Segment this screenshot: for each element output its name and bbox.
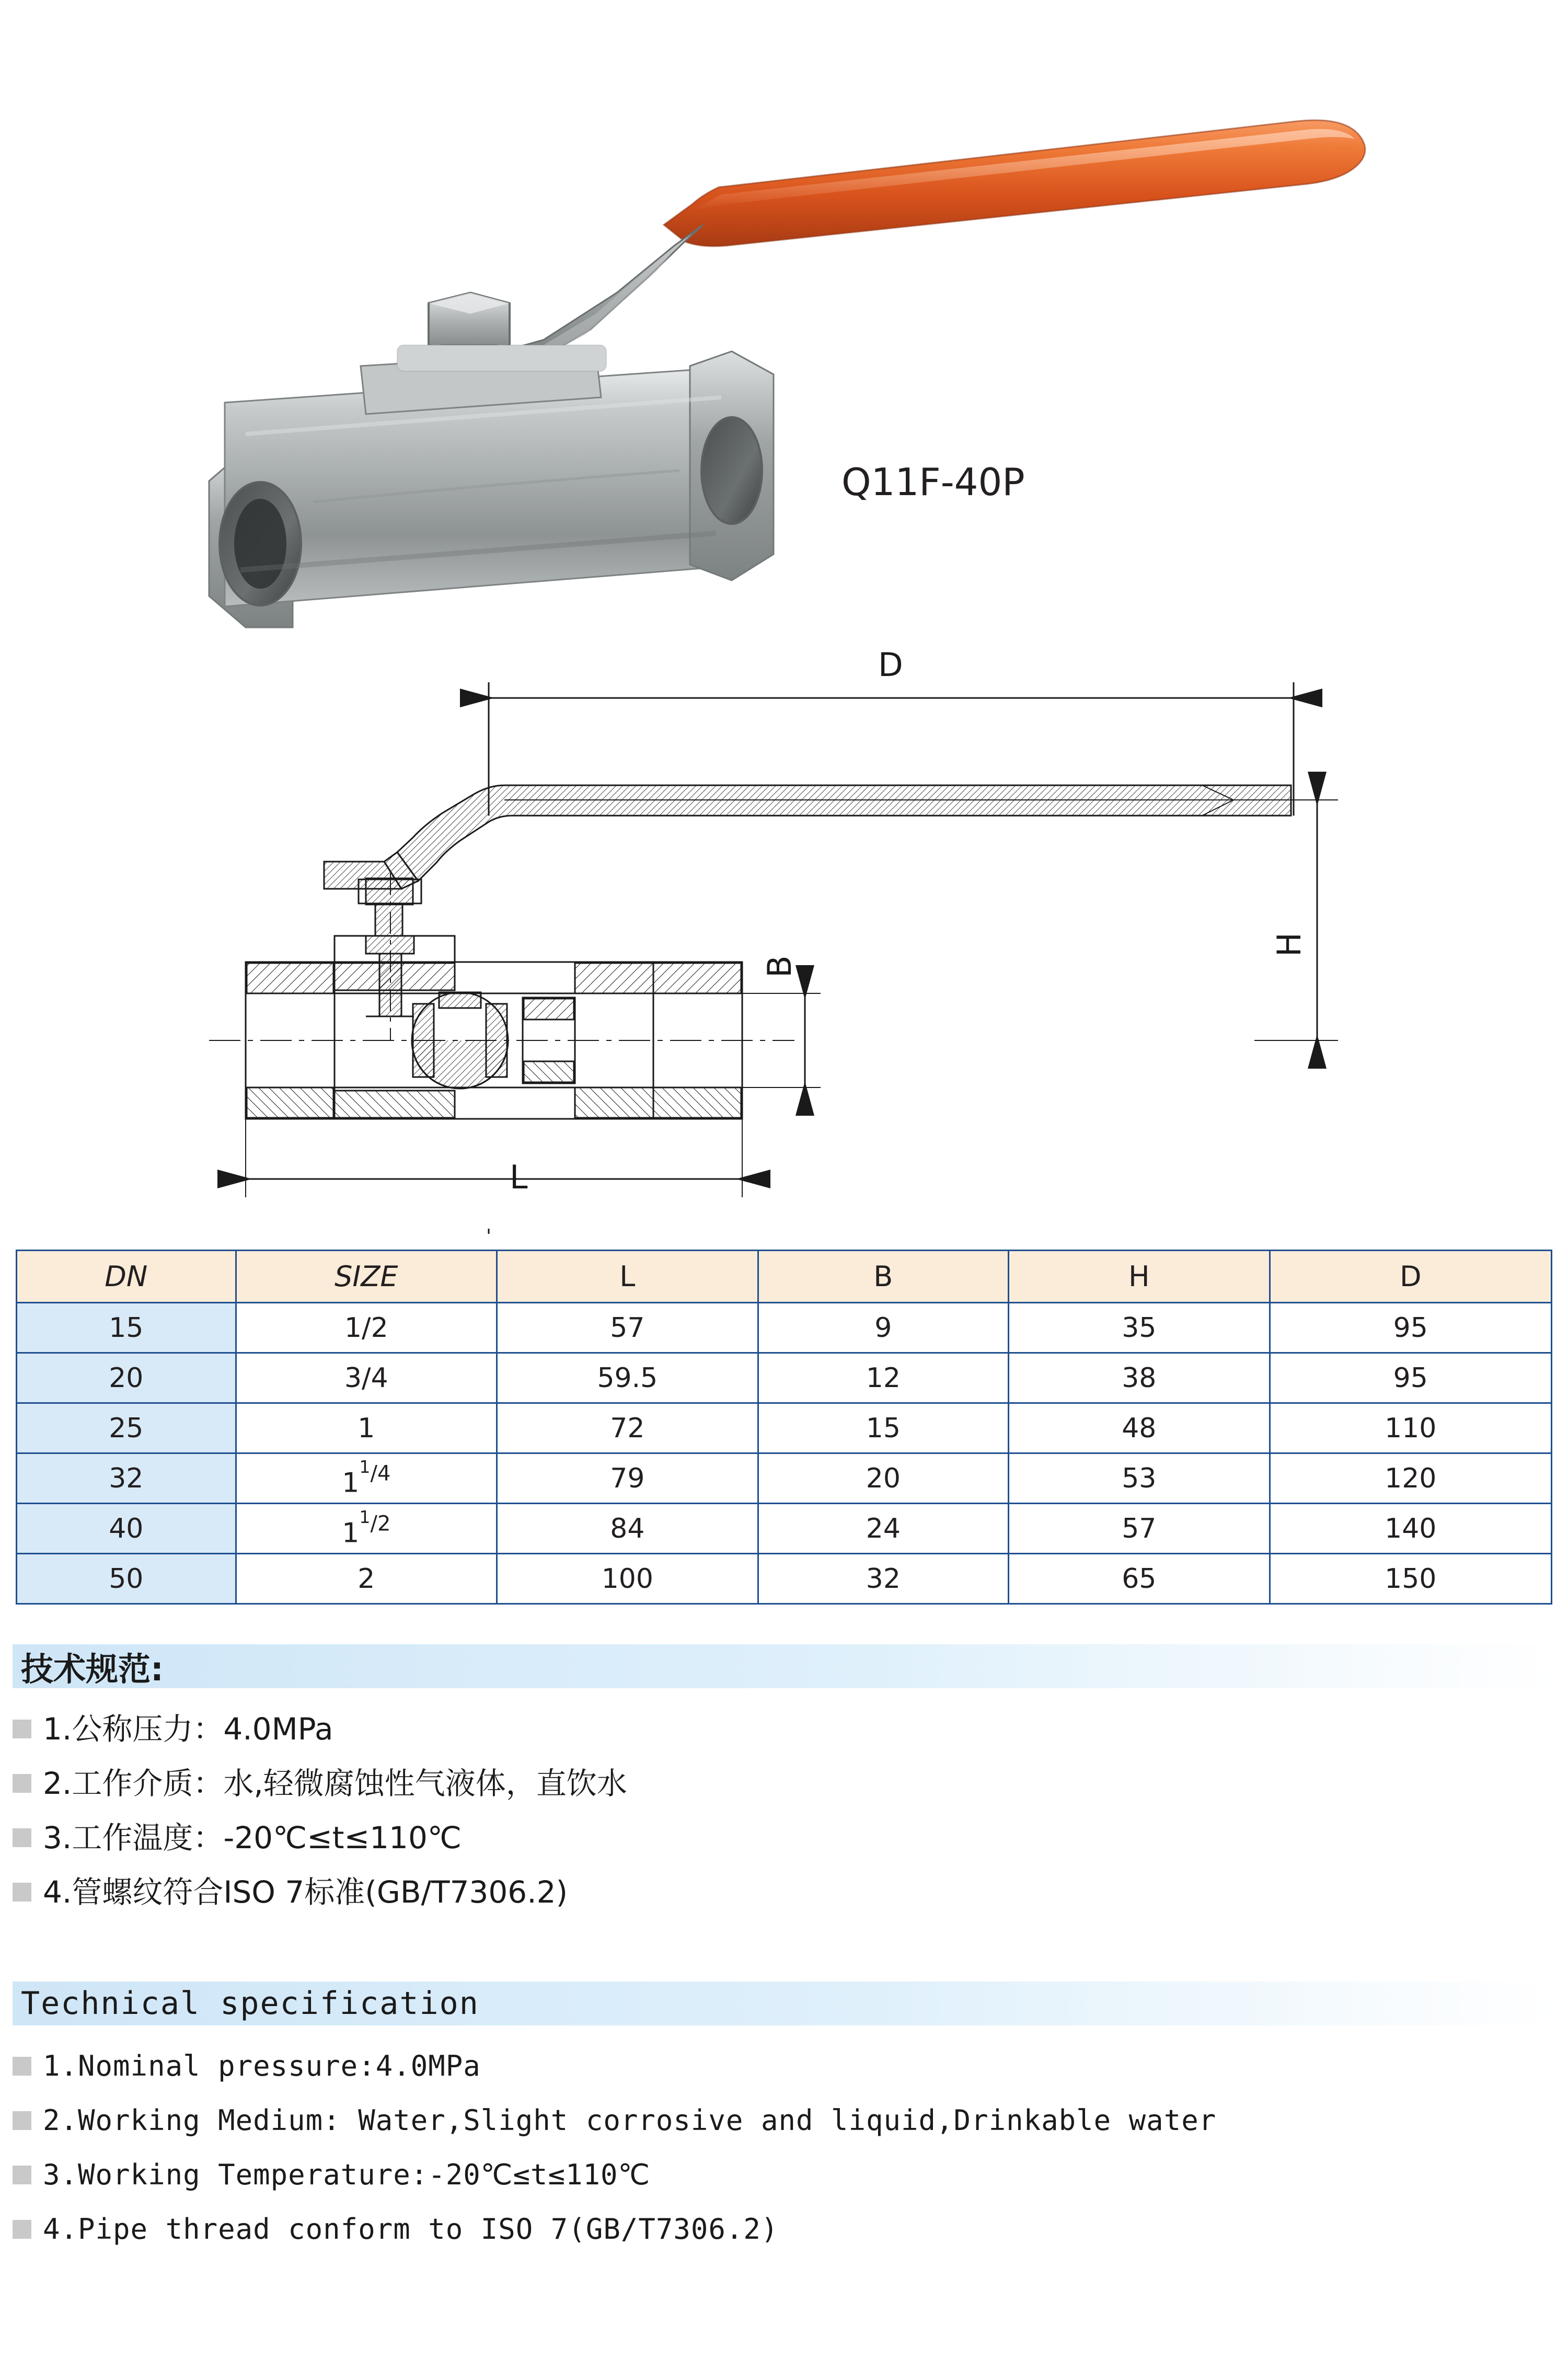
spec-text: 3.Working Temperature:-20℃≤t≤110℃ <box>43 2158 651 2191</box>
valve-section-drawing <box>0 643 1568 1234</box>
cell-b: 32 <box>758 1554 1008 1604</box>
cell-dn: 25 <box>17 1403 236 1453</box>
cell-d: 140 <box>1270 1504 1551 1554</box>
cell-size: 1 <box>236 1403 497 1453</box>
section-title-chinese: 技术规范: <box>21 1650 164 1688</box>
cell-l: 72 <box>497 1403 758 1453</box>
cell-d: 120 <box>1270 1453 1551 1504</box>
spec-text: 1.Nominal pressure:4.0MPa <box>43 2049 481 2082</box>
spec-text: 3.工作温度：-20℃≤t≤110℃ <box>43 1820 462 1856</box>
square-bullet-icon <box>13 1883 31 1902</box>
cell-h: 48 <box>1009 1403 1270 1453</box>
square-bullet-icon <box>13 1774 31 1793</box>
dimension-label-l: L <box>510 1158 528 1196</box>
cell-size: $1^1/2$ <box>236 1504 497 1554</box>
list-item <box>13 2099 1555 2153</box>
cell-dn: 20 <box>17 1353 236 1403</box>
spec-text: 2.工作介质：水,轻微腐蚀性气液体，直饮水 <box>43 1766 627 1801</box>
cell-size-numerator: 1 <box>359 1506 371 1527</box>
spec-text: 1.公称压力：4.0MPa <box>43 1711 333 1747</box>
table-header-d: D <box>1270 1251 1551 1303</box>
handle-lever-photo <box>664 120 1365 246</box>
cell-b: 20 <box>758 1453 1008 1504</box>
table-row <box>17 1504 1552 1554</box>
cell-b: 24 <box>758 1504 1008 1554</box>
table-row <box>17 1303 1552 1353</box>
table-header-h: H <box>1009 1251 1270 1303</box>
list-item <box>13 1707 1555 1761</box>
cell-d: 95 <box>1270 1353 1551 1403</box>
section-header-chinese <box>13 1644 1555 1688</box>
cell-d: 150 <box>1270 1554 1551 1604</box>
table-row <box>17 1554 1552 1604</box>
list-item <box>13 1816 1555 1870</box>
cell-b: 12 <box>758 1353 1008 1403</box>
cell-b: 9 <box>758 1303 1008 1353</box>
section-header-english <box>13 1982 1555 2025</box>
cell-l: 100 <box>497 1554 758 1604</box>
cell-d: 95 <box>1270 1303 1551 1353</box>
cell-dn: 32 <box>17 1453 236 1504</box>
list-item <box>13 2207 1555 2262</box>
square-bullet-icon <box>13 2166 31 2184</box>
product-photo-block <box>0 0 1568 648</box>
cell-d: 110 <box>1270 1403 1551 1453</box>
dimension-table <box>16 1250 1552 1605</box>
table-header-row <box>17 1251 1552 1303</box>
spec-text: 2.Working Medium: Water,Slight corrosive and liquid,Drinkable water <box>43 2104 1217 2137</box>
table-header-size: SIZE <box>236 1251 497 1303</box>
cell-l: 84 <box>497 1504 758 1554</box>
square-bullet-icon <box>13 1828 31 1847</box>
cell-size-denominator: 4 <box>377 1461 391 1486</box>
cell-h: 38 <box>1009 1353 1270 1403</box>
table-row <box>17 1403 1552 1453</box>
cell-l: 59.5 <box>497 1353 758 1403</box>
cell-dn: 50 <box>17 1554 236 1604</box>
cell-size-whole: 1 <box>342 1467 360 1499</box>
cell-h: 35 <box>1009 1303 1270 1353</box>
ball-valve-photo <box>0 0 1568 648</box>
dimension-label-b: B <box>760 955 799 978</box>
spec-text: 4.Pipe thread conform to ISO 7(GB/T7306.2) <box>43 2213 779 2246</box>
square-bullet-icon <box>13 1720 31 1738</box>
cell-l: 79 <box>497 1453 758 1504</box>
square-bullet-icon <box>13 2057 31 2076</box>
list-item <box>13 2044 1555 2099</box>
square-bullet-icon <box>13 2111 31 2130</box>
cell-size-whole: 1 <box>342 1517 360 1549</box>
table-header-l: L <box>497 1251 758 1303</box>
table-header-b: B <box>758 1251 1008 1303</box>
list-item <box>13 1761 1555 1816</box>
spec-list-chinese <box>13 1707 1555 1925</box>
cell-size: 3/4 <box>236 1353 497 1403</box>
valve-body-photo <box>209 345 774 627</box>
cell-dn: 40 <box>17 1504 236 1554</box>
technical-drawing-block <box>0 643 1568 1234</box>
table-row <box>17 1453 1552 1504</box>
cell-b: 15 <box>758 1403 1008 1453</box>
cell-h: 53 <box>1009 1453 1270 1504</box>
dimension-label-h: H <box>1270 932 1308 957</box>
spec-text: 4.管螺纹符合ISO 7标准(GB/T7306.2) <box>43 1874 568 1910</box>
cell-size: 1/2 <box>236 1303 497 1353</box>
table-row <box>17 1353 1552 1403</box>
square-bullet-icon <box>13 2220 31 2239</box>
table-header-dn: DN <box>17 1251 236 1303</box>
cell-h: 65 <box>1009 1554 1270 1604</box>
cell-h: 57 <box>1009 1504 1270 1554</box>
cell-size-denominator: 2 <box>377 1511 391 1536</box>
cell-size-numerator: 1 <box>359 1456 371 1477</box>
dimension-label-d: D <box>878 646 903 684</box>
spec-list-english <box>13 2044 1555 2262</box>
cell-size: $1^1/4$ <box>236 1453 497 1504</box>
cell-l: 57 <box>497 1303 758 1353</box>
list-item <box>13 1870 1555 1925</box>
cell-size: 2 <box>236 1554 497 1604</box>
cell-dn: 15 <box>17 1303 236 1353</box>
list-item <box>13 2153 1555 2207</box>
section-title-english: Technical specification <box>21 1985 479 2022</box>
model-label: Q11F-40P <box>841 460 1025 504</box>
